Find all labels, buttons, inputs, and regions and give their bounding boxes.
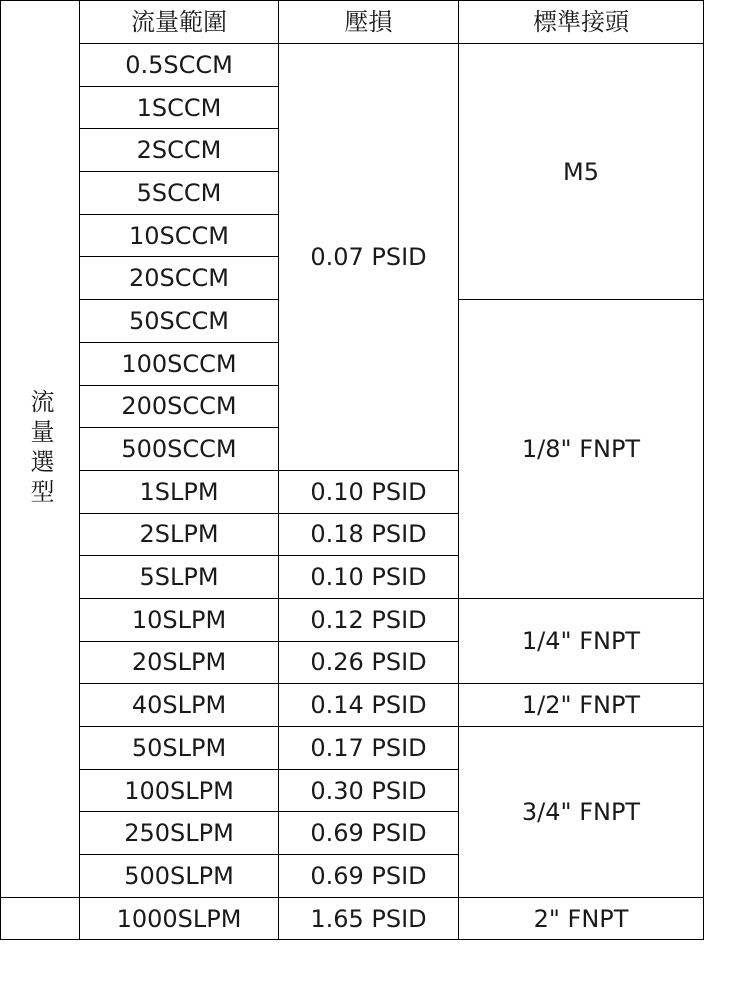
flow-cell: 20SLPM	[80, 641, 279, 684]
table-row	[1, 44, 704, 87]
flow-cell: 20SCCM	[80, 257, 279, 300]
flow-cell: 200SCCM	[80, 385, 279, 428]
flow-cell: 500SCCM	[80, 428, 279, 471]
pressure-cell: 0.17 PSID	[279, 727, 459, 770]
flow-cell: 2SLPM	[80, 513, 279, 556]
fitting-cell: 2" FNPT	[459, 897, 704, 940]
flow-cell: 1SCCM	[80, 86, 279, 129]
table-row	[1, 598, 704, 641]
flow-cell: 40SLPM	[80, 684, 279, 727]
header-flow-range: 流量範圍	[80, 1, 279, 44]
flow-cell: 1SLPM	[80, 470, 279, 513]
header-row	[1, 1, 704, 44]
fitting-cell: 1/8" FNPT	[459, 300, 704, 599]
pressure-cell: 0.18 PSID	[279, 513, 459, 556]
fitting-cell: 1/4" FNPT	[459, 598, 704, 683]
flow-cell: 100SLPM	[80, 769, 279, 812]
flow-cell: 250SLPM	[80, 812, 279, 855]
pressure-cell: 0.30 PSID	[279, 769, 459, 812]
flow-cell: 5SLPM	[80, 556, 279, 599]
flow-cell: 10SLPM	[80, 598, 279, 641]
flow-cell: 100SCCM	[80, 342, 279, 385]
fitting-cell: 1/2" FNPT	[459, 684, 704, 727]
pressure-cell: 0.10 PSID	[279, 556, 459, 599]
empty-side-cell	[1, 897, 80, 940]
flow-cell: 1000SLPM	[80, 897, 279, 940]
flow-selection-label: 流量選型	[1, 1, 80, 898]
flow-cell: 5SCCM	[80, 172, 279, 215]
flow-cell: 10SCCM	[80, 214, 279, 257]
pressure-cell: 0.26 PSID	[279, 641, 459, 684]
table-row	[1, 727, 704, 770]
pressure-cell: 0.69 PSID	[279, 812, 459, 855]
header-pressure-loss: 壓損	[279, 1, 459, 44]
table-row	[1, 897, 704, 940]
fitting-cell: 3/4" FNPT	[459, 727, 704, 898]
pressure-cell: 0.14 PSID	[279, 684, 459, 727]
flow-cell: 50SLPM	[80, 727, 279, 770]
flow-cell: 2SCCM	[80, 129, 279, 172]
flow-cell: 50SCCM	[80, 300, 279, 343]
header-standard-fitting: 標準接頭	[459, 1, 704, 44]
pressure-cell: 1.65 PSID	[279, 897, 459, 940]
fitting-cell: M5	[459, 44, 704, 300]
flow-cell: 500SLPM	[80, 855, 279, 898]
pressure-cell: 0.07 PSID	[279, 44, 459, 471]
table-row	[1, 684, 704, 727]
pressure-cell: 0.12 PSID	[279, 598, 459, 641]
flow-cell: 0.5SCCM	[80, 44, 279, 87]
pressure-cell: 0.10 PSID	[279, 470, 459, 513]
pressure-cell: 0.69 PSID	[279, 855, 459, 898]
